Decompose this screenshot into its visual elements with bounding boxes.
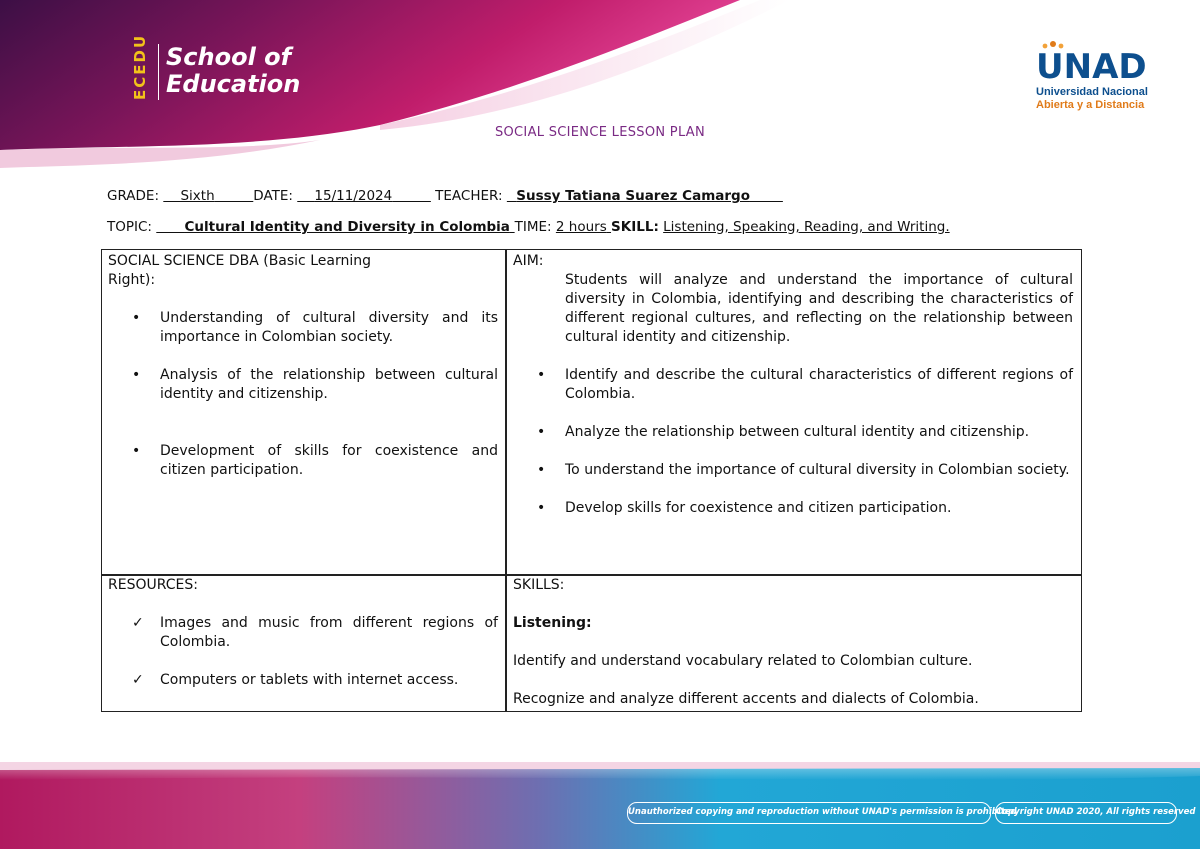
skills-subheading: Listening:: [513, 615, 592, 631]
document-title: SOCIAL SCIENCE LESSON PLAN: [494, 125, 706, 140]
bullet-icon: •: [132, 443, 141, 459]
date-label: DATE:: [253, 188, 293, 204]
resources-cell: [108, 576, 498, 690]
aim-item: • To understand the importance of cultural diversity in Colombian society.: [537, 462, 1070, 478]
skill-label: SKILL:: [611, 219, 659, 235]
resources-list: [108, 614, 498, 690]
bullet-icon: •: [537, 424, 546, 440]
topic-label: TOPIC:: [107, 219, 152, 235]
header-divider: [158, 44, 159, 100]
school-title-line2: Education: [166, 70, 301, 98]
bullet-icon: •: [537, 462, 546, 478]
bullet-icon: •: [537, 500, 546, 516]
aim-heading: AIM:: [513, 253, 544, 269]
aim-item: • Identify and describe the cultural characteristics of different regions of Colombia.: [537, 367, 1073, 402]
unad-name-line1: Universidad Nacional: [1036, 86, 1148, 98]
skills-line: Recognize and analyze different accents and dialects of Colombia.: [513, 691, 979, 707]
aim-item: • Analyze the relationship between cultural identity and citizenship.: [537, 424, 1030, 440]
dba-heading-line2: Right):: [108, 272, 156, 288]
skills-heading: SKILLS:: [513, 577, 565, 593]
teacher-value: Sussy Tatiana Suarez Camargo: [516, 188, 750, 204]
unad-logo: [1030, 26, 1160, 116]
unad-logo-mark: [1036, 36, 1154, 80]
topic-value: Cultural Identity and Diversity in Colombia: [184, 219, 510, 235]
dba-item: • Understanding of cultural diversity and its importance in Colombian society.: [132, 310, 498, 345]
teacher-label: TEACHER:: [435, 188, 503, 204]
unad-logo-text: UNAD: [1036, 47, 1147, 80]
table-column-divider: [505, 250, 507, 711]
info-line-topic: [107, 219, 950, 235]
grade-value: Sixth: [180, 188, 215, 204]
dba-heading-line1: SOCIAL SCIENCE DBA (Basic Learning: [108, 253, 371, 269]
info-line-grade: [107, 188, 783, 204]
copyright-notice: Copyright UNAD 2020, All rights reserved: [995, 802, 1177, 824]
dba-cell: [108, 252, 498, 480]
resource-item: ✓ Images and music from different regions of Colombia.: [132, 615, 498, 650]
school-title: [166, 44, 346, 98]
resource-item: ✓ Computers or tablets with internet access.: [132, 672, 459, 688]
dba-list: [108, 309, 498, 480]
school-title-line1: School of: [166, 43, 292, 71]
unad-name-line2: Abierta y a Distancia: [1036, 99, 1145, 111]
skills-line: Identify and understand vocabulary related to Colombian culture.: [513, 653, 973, 669]
bullet-icon: •: [537, 367, 546, 383]
time-label: TIME:: [514, 219, 552, 235]
lesson-plan-table: [101, 249, 1082, 712]
checkmark-icon: ✓: [132, 615, 144, 631]
aim-item: • Develop skills for coexistence and citizen participation.: [537, 500, 952, 516]
bullet-icon: •: [132, 367, 141, 383]
dba-item: • Analysis of the relationship between cultural identity and citizenship.: [132, 367, 498, 402]
checkmark-icon: ✓: [132, 672, 144, 688]
skills-cell: [513, 576, 1073, 709]
dba-item: • Development of skills for coexistence and citizen participation.: [132, 443, 498, 478]
copy-notice: Unauthorized copying and reproduction without UNAD's permission is prohibited: [627, 802, 991, 824]
resources-heading: RESOURCES:: [108, 577, 198, 593]
time-value: 2 hours: [555, 219, 607, 235]
date-value: 15/11/2024: [314, 188, 393, 204]
bullet-icon: •: [132, 310, 141, 326]
skill-value: Listening, Speaking, Reading, and Writing.: [663, 219, 950, 235]
aim-list: [513, 366, 1073, 518]
aim-text: Students will analyze and understand the importance of cultural diversity in Colombia, identifying and describing the characteristics of different regional cultures, and reflecting on the relationship between cultural identity and citizenship.: [565, 272, 1073, 345]
grade-label: GRADE:: [107, 188, 160, 204]
aim-cell: [513, 252, 1073, 518]
ecedu-badge: ECEDU: [131, 33, 149, 100]
